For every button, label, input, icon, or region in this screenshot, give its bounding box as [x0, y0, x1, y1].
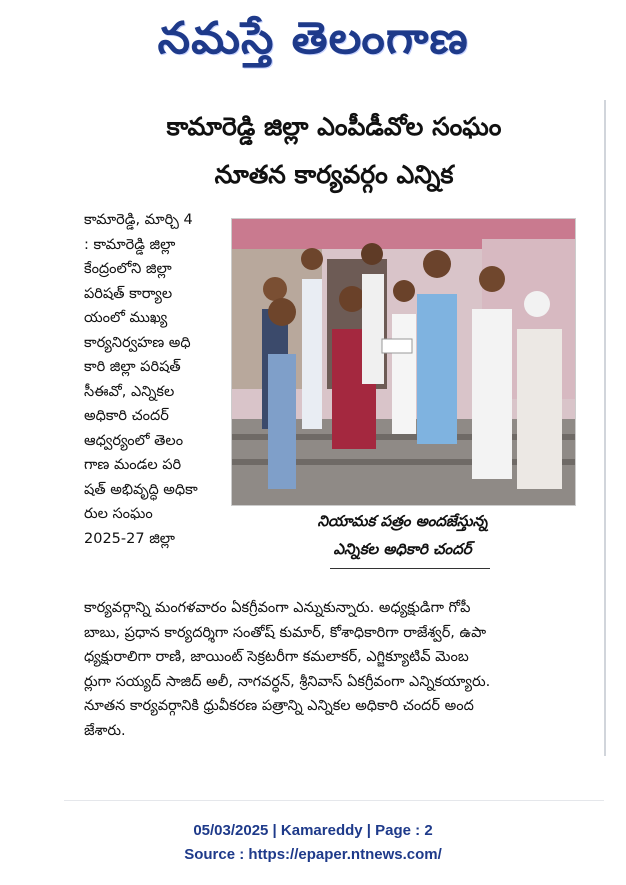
headline-line-1: కామారెడ్డి జిల్లా ఎంపీడీవోల సంఘం — [166, 112, 502, 141]
article-column — [84, 208, 222, 551]
column-line: కామారెడ్డి, మార్చి 4 — [84, 212, 193, 228]
body-line: నూతన కార్యవర్గానికి ధ్రువీకరణ పత్రాన్ని ఎన్నికల అధికారి చందర్ అంద — [84, 698, 474, 714]
column-line: : కామారెడ్డి జిల్లా — [84, 236, 176, 253]
footer-source: Source : https://epaper.ntnews.com/ — [184, 846, 442, 863]
body-line: జేశారు. — [84, 722, 126, 739]
body-line: ర్లుగా సయ్యద్ సాజిద్ అలీ, నాగవర్ధన్, శ్రీనివాస్ ఏకగ్రీవంగా ఎన్నికయ్యారు. — [84, 673, 491, 690]
photo-caption-line-1: నియామక పత్రం అందజేస్తున్న — [317, 512, 488, 530]
column-line: సీఈవో, ఎన్నికల — [84, 383, 175, 400]
body-line: కార్యవర్గాన్ని మంగళవారం ఏకగ్రీవంగా ఎన్నుకున్నారు. అధ్యక్షుడిగా గోపీ — [84, 600, 471, 616]
column-line: అధికారి చందర్ — [84, 408, 169, 424]
column-line: షత్ అభివృద్ధి అధికా — [84, 481, 198, 498]
footer-divider — [64, 800, 604, 801]
column-line: రుల సంఘం — [84, 506, 153, 522]
column-line: కార్యనిర్వహణ అధి — [84, 334, 191, 351]
caption-divider — [330, 568, 490, 569]
body-line: బాబు, ప్రధాన కార్యదర్శిగా సంతోష్ కుమార్, కోశాధికారిగా రాజేశ్వర్, ఉపా — [84, 624, 487, 641]
footer-date-edition: 05/03/2025 | Kamareddy | Page : 2 — [193, 822, 433, 839]
column-line: 2025-27 జిల్లా — [84, 530, 175, 547]
column-line: కారి జిల్లా పరిషత్ — [84, 359, 181, 375]
column-line: కేంద్రంలోని జిల్లా — [84, 261, 172, 277]
newspaper-logo: నమస్తే తెలంగాణ — [157, 13, 469, 64]
photo-caption-line-2: ఎన్నికల అధికారి చందర్ — [333, 540, 472, 558]
column-line: ఆధ్వర్యంలో తెలం — [84, 432, 184, 449]
news-photo — [231, 218, 576, 506]
body-line: ధ్యక్షురాలిగా రాణి, జాయింట్ సెక్రటరీగా కమలాకర్, ఎగ్జిక్యూటివ్ మెంబ — [84, 649, 469, 665]
article-body — [84, 596, 588, 743]
column-line: గాణ మండల పరి — [84, 457, 182, 473]
column-line: యంలో ముఖ్య — [84, 310, 168, 326]
masthead — [0, 0, 626, 88]
column-line: పరిషత్ కార్యాల — [84, 285, 173, 302]
headline-line-2: నూతన కార్యవర్గం ఎన్నిక — [214, 160, 454, 189]
